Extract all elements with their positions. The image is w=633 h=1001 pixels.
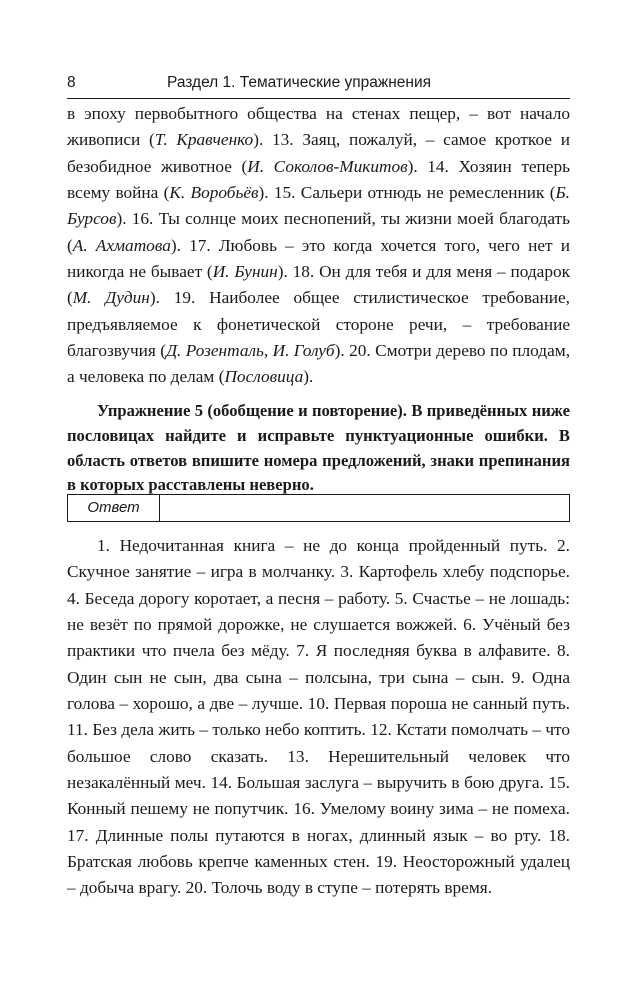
proverbs-text: 1. Недочитанная книга – не до конца пройденный путь. 2. Скучное занятие – игра в молчанку. 3. Картофель хлебу подспорье. 4. Беседа дорогу коротает, а песня – работу. 5. Счастье – не лошадь: не везёт по прямой дорожке, не слушается вожжей. 6. Учёный без практики что пчела без мёду. 7. Я последняя буква в алфавите. 8. Один сын не сын, два сына – полсына, три сына – сын. 9. Одна голова – хорошо, а две – лучше. 10. Первая пороша не санный путь. 11. Без дела жить – только небо коптить. 12. Кстати помолчать – что большое слово сказать. 13. Нерешительный человек что незакалённый меч. 14. Большая заслуга – выручить в бою друга. 15. Конный пешему не попутчик. 16. Умелому воину зима – не помеха. 17. Длинные полы путаются в ногах, длинный язык – во рту. 18. Братская любовь крепче каменных стен. 19. Неосторожный удалец – добыча врагу. 20. Толочь воду в ступе – потерять время. [67, 536, 570, 898]
author-citation: К. Воробьёв [169, 183, 259, 203]
author-citation: Б. Бурсов [67, 183, 570, 229]
author-citation: Д. Розенталь, И. Голуб [166, 341, 335, 361]
author-citation: И. Соколов-Микитов [247, 156, 408, 176]
author-citation: А. Ахматова [72, 235, 171, 255]
previous-exercise-text: в эпоху первобытного общества на стенах пещер, – вот начало живописи (Т. Кравченко). 13. Заяц, пожалуй, – самое кроткое и безобидное животное (И. Соколов-Микитов). 14. Хозяин теперь всему война (К. Воробьёв). 15. Сальери отнюдь не ремесленник (Б. Бурсов). 16. Ты солнце моих песнопений, ты жизни моей благодать (А. Ахматова). 17. Любовь – это когда хочется того, чего нет и никогда не бывает (И. Бунин). 18. Он для тебя и для меня – подарок (М. Дудин). 19. Наиболее общее стилистическое требование, предъявляемое к фонетической стороне речи, – требование благозвучия (Д. Розенталь, И. Голуб). 20. Смотри дерево по плодам, а человека по делам (Пословица). [67, 104, 571, 387]
answer-box [67, 494, 570, 522]
answer-label: Ответ [68, 495, 160, 521]
header-divider [67, 98, 570, 99]
author-citation: Пословица [224, 367, 304, 387]
page-header [67, 74, 570, 96]
exercise-5-task: Упражнение 5 (обобщение и повторение). В приведённых ниже пословицах найдите и исправьте пунктуационные ошибки. В область ответов впишите номера предложений, знаки препинания в которых расставлены неверно. [67, 401, 570, 495]
author-citation: Т. Кравченко [154, 130, 254, 150]
page-number: 8 [67, 74, 76, 91]
section-title: Раздел 1. Тематические упражнения [167, 74, 432, 91]
answer-field[interactable] [160, 495, 569, 521]
author-citation: И. Бунин [212, 262, 278, 282]
author-citation: М. Дудин [72, 288, 150, 308]
